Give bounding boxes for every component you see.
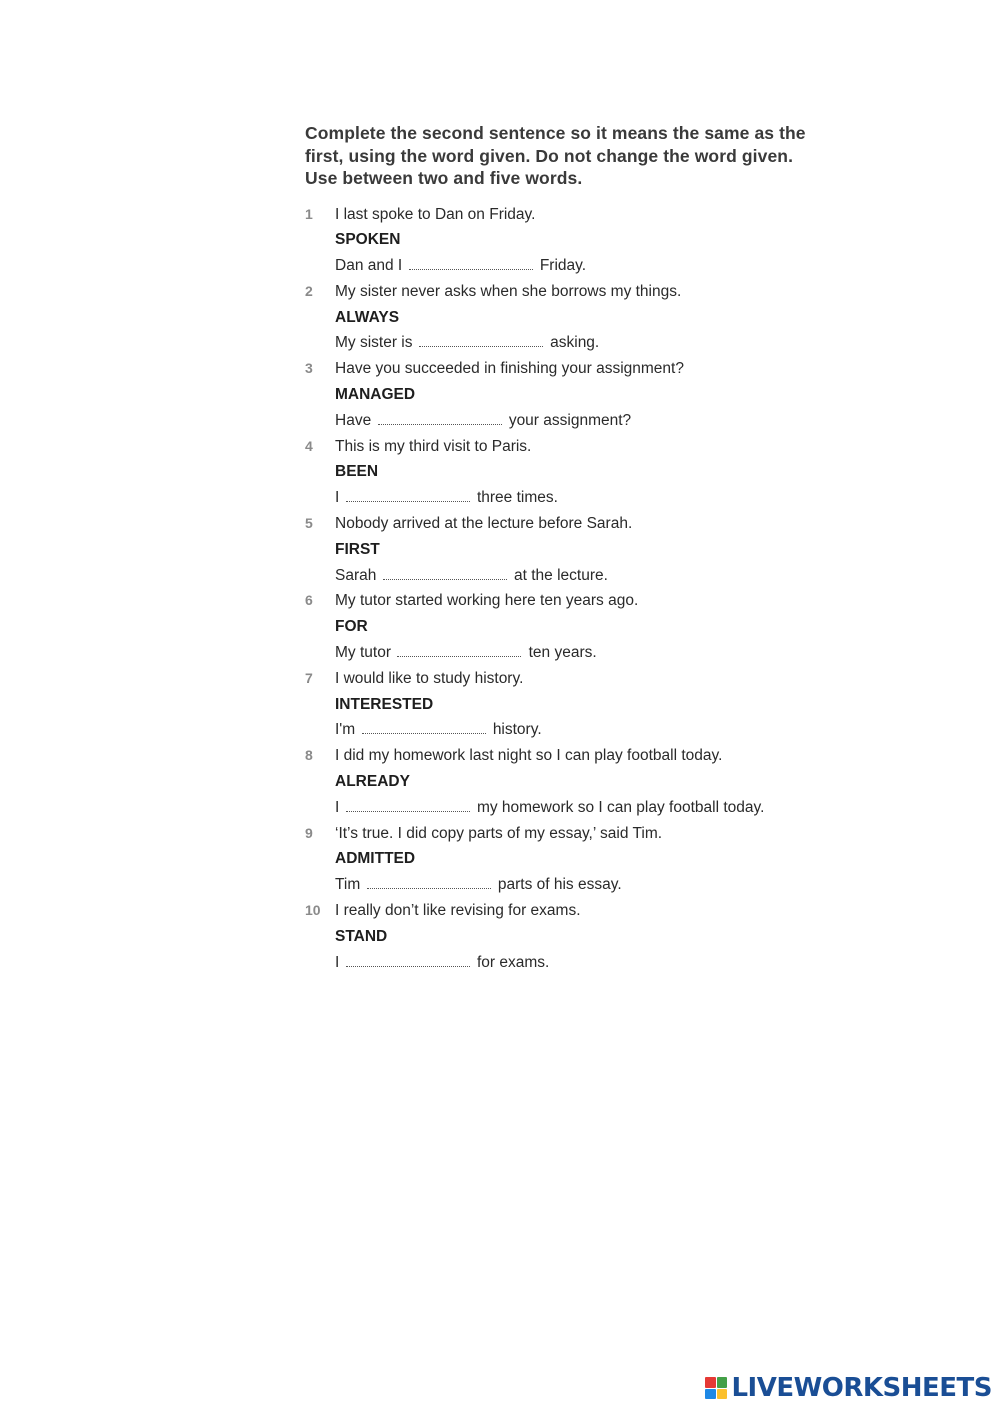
exercise-item-8 bbox=[305, 743, 815, 820]
logo-square-red bbox=[705, 1377, 716, 1388]
exercise-item-2 bbox=[305, 279, 815, 356]
exercise-item-5 bbox=[305, 511, 815, 588]
answer-blank[interactable] bbox=[346, 487, 470, 502]
original-sentence: This is my third visit to Paris. bbox=[335, 437, 532, 455]
answer-blank[interactable] bbox=[346, 952, 470, 967]
sentence-start: I bbox=[335, 953, 340, 971]
exercise-item-1 bbox=[305, 202, 815, 279]
original-sentence: I last spoke to Dan on Friday. bbox=[335, 205, 536, 223]
original-sentence: My sister never asks when she borrows my things. bbox=[335, 282, 682, 300]
sentence-end: parts of his essay. bbox=[497, 876, 622, 894]
logo-mark-icon bbox=[705, 1377, 727, 1399]
item-number: 6 bbox=[305, 592, 313, 609]
answer-blank[interactable] bbox=[378, 410, 502, 425]
sentence-end: Friday. bbox=[539, 257, 587, 275]
sentence-start: My sister is bbox=[335, 334, 413, 352]
sentence-start: I'm bbox=[335, 721, 356, 739]
item-number: 5 bbox=[305, 515, 313, 532]
completion-sentence bbox=[335, 485, 815, 511]
logo-square-green bbox=[717, 1377, 728, 1388]
completion-sentence bbox=[335, 795, 790, 821]
logo-square-blue bbox=[705, 1389, 716, 1400]
completion-sentence bbox=[335, 950, 815, 976]
sentence-end: history. bbox=[492, 721, 542, 739]
sentence-start: My tutor bbox=[335, 644, 391, 662]
key-word: STAND bbox=[335, 927, 388, 945]
sentence-start: Tim bbox=[335, 876, 361, 894]
original-sentence: ‘It’s true. I did copy parts of my essay,’ said Tim. bbox=[335, 824, 663, 842]
exercise-item-7 bbox=[305, 666, 815, 743]
logo-square-yellow bbox=[717, 1389, 728, 1400]
key-word: SPOKEN bbox=[335, 231, 401, 249]
original-sentence: I did my homework last night so I can play football today. bbox=[335, 747, 723, 765]
item-number: 8 bbox=[305, 747, 313, 764]
item-number: 9 bbox=[305, 824, 313, 841]
worksheet bbox=[305, 122, 815, 975]
sentence-start: Dan and I bbox=[335, 257, 403, 275]
completion-sentence bbox=[335, 717, 815, 743]
answer-blank[interactable] bbox=[383, 565, 507, 580]
sentence-start: Have bbox=[335, 411, 372, 429]
key-word: ALWAYS bbox=[335, 308, 400, 326]
completion-sentence bbox=[335, 408, 815, 434]
key-word: BEEN bbox=[335, 463, 379, 481]
sentence-end: ten years. bbox=[528, 644, 597, 662]
exercise-item-3 bbox=[305, 356, 815, 433]
sentence-end: my homework so I can play football today. bbox=[476, 798, 765, 816]
sentence-end: three times. bbox=[476, 489, 558, 507]
item-number: 1 bbox=[305, 205, 313, 222]
completion-sentence bbox=[335, 253, 815, 279]
key-word: ADMITTED bbox=[335, 850, 416, 868]
original-sentence: Have you succeeded in finishing your assignment? bbox=[335, 360, 684, 378]
key-word: FIRST bbox=[335, 540, 380, 558]
completion-sentence bbox=[335, 563, 815, 589]
completion-sentence bbox=[335, 640, 815, 666]
answer-blank[interactable] bbox=[397, 642, 521, 657]
exercise-item-4 bbox=[305, 434, 815, 511]
completion-sentence bbox=[335, 872, 815, 898]
exercise-item-9 bbox=[305, 821, 815, 898]
key-word: INTERESTED bbox=[335, 695, 434, 713]
exercise-item-10 bbox=[305, 898, 815, 975]
key-word: FOR bbox=[335, 618, 368, 636]
liveworksheets-logo bbox=[705, 1373, 992, 1403]
item-number: 3 bbox=[305, 360, 313, 377]
exercise-list bbox=[305, 202, 815, 976]
sentence-start: I bbox=[335, 489, 340, 507]
sentence-end: for exams. bbox=[476, 953, 550, 971]
answer-blank[interactable] bbox=[346, 797, 470, 812]
original-sentence: My tutor started working here ten years ago. bbox=[335, 592, 639, 610]
answer-blank[interactable] bbox=[409, 255, 533, 270]
item-number: 4 bbox=[305, 437, 313, 454]
instructions: Complete the second sentence so it means the same as the first, using the word given. Do not change the word given. Use between two and five words. bbox=[305, 123, 806, 188]
answer-blank[interactable] bbox=[367, 874, 491, 889]
item-number: 2 bbox=[305, 282, 313, 299]
exercise-item-6 bbox=[305, 588, 815, 665]
sentence-start: I bbox=[335, 798, 340, 816]
original-sentence: I really don’t like revising for exams. bbox=[335, 902, 581, 920]
original-sentence: Nobody arrived at the lecture before Sarah. bbox=[335, 515, 633, 533]
completion-sentence bbox=[335, 330, 815, 356]
item-number: 7 bbox=[305, 669, 313, 686]
answer-blank[interactable] bbox=[419, 332, 543, 347]
sentence-end: asking. bbox=[550, 334, 600, 352]
sentence-end: your assignment? bbox=[508, 411, 632, 429]
key-word: ALREADY bbox=[335, 773, 410, 791]
answer-blank[interactable] bbox=[362, 719, 486, 734]
sentence-start: Sarah bbox=[335, 566, 377, 584]
sentence-end: at the lecture. bbox=[514, 566, 608, 584]
key-word: MANAGED bbox=[335, 386, 416, 404]
original-sentence: I would like to study history. bbox=[335, 669, 524, 687]
item-number: 10 bbox=[305, 902, 321, 919]
logo-text: LIVEWORKSHEETS bbox=[731, 1373, 992, 1403]
